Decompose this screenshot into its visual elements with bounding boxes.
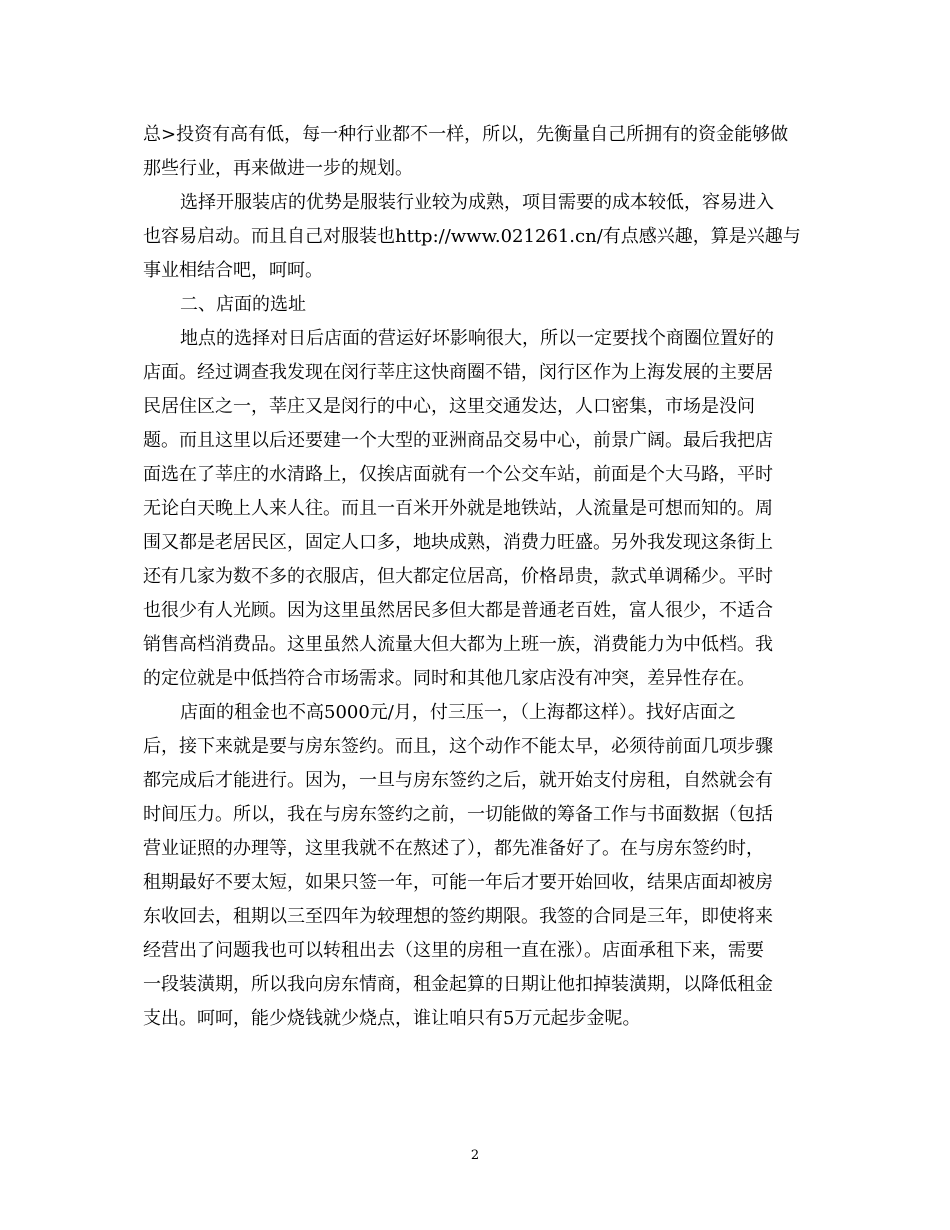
text-line: 选择开服装店的优势是服装行业较为成熟，项目需要的成本较低，容易进入 xyxy=(180,192,774,213)
text-line: 时间压力。所以，我在与房东签约之前，一切能做的筹备工作与书面数据（包括 xyxy=(143,804,773,825)
paragraph xyxy=(143,288,808,322)
paragraph xyxy=(143,186,808,288)
text-line: 事业相结合吧，呵呵。 xyxy=(143,260,323,281)
text-line: 后，接下来就是要与房东签约。而且，这个动作不能太早，必须待前面几项步骤 xyxy=(143,736,773,757)
text-line: 租期最好不要太短，如果只签一年，可能一年后才要开始回收，结果店面却被房 xyxy=(143,872,773,893)
text-line: 店面。经过调查我发现在闵行莘庄这快商圈不错，闵行区作为上海发展的主要居 xyxy=(143,362,773,383)
text-line: 店面的租金也不高5000元/月，付三压一，（上海都这样）。找好店面之 xyxy=(180,702,736,723)
text-line: 面选在了莘庄的水清路上，仅挨店面就有一个公交车站，前面是个大马路，平时 xyxy=(143,464,773,485)
paragraph xyxy=(143,322,808,696)
text-line: 支出。呵呵，能少烧钱就少烧点，谁让咱只有5万元起步金呢。 xyxy=(143,1008,641,1029)
text-line: 无论白天晚上人来人往。而且一百米开外就是地铁站，人流量是可想而知的。周 xyxy=(143,498,773,519)
text-line: 围又都是老居民区，固定人口多，地块成熟，消费力旺盛。另外我发现这条街上 xyxy=(143,532,773,553)
document-body xyxy=(143,118,808,1036)
text-line: 东收回去，租期以三至四年为较理想的签约期限。我签的合同是三年，即使将来 xyxy=(143,906,773,927)
text-line: 总>投资有高有低，每一种行业都不一样，所以，先衡量自己所拥有的资金能够做 xyxy=(143,124,789,145)
text-line: 还有几家为数不多的衣服店，但大都定位居高，价格昂贵，款式单调稀少。平时 xyxy=(143,566,773,587)
text-line: 都完成后才能进行。因为，一旦与房东签约之后，就开始支付房租，自然就会有 xyxy=(143,770,773,791)
text-line: 营业证照的办理等，这里我就不在熬述了），都先准备好了。在与房东签约时， xyxy=(143,838,764,859)
text-line: 也很少有人光顾。因为这里虽然居民多但大都是普通老百姓，富人很少，不适合 xyxy=(143,600,773,621)
text-line: 也容易启动。而且自己对服装也http://www.021261.cn/有点感兴趣，算是兴趣与 xyxy=(143,226,801,247)
text-line: 那些行业，再来做进一步的规划。 xyxy=(143,158,413,179)
text-line: 销售高档消费品。这里虽然人流量大但大都为上班一族，消费能力为中低档。我 xyxy=(143,634,773,655)
text-line: 题。而且这里以后还要建一个大型的亚洲商品交易中心，前景广阔。最后我把店 xyxy=(143,430,773,451)
paragraph xyxy=(143,118,808,186)
text-line: 一段装潢期，所以我向房东情商，租金起算的日期让他扣掉装潢期，以降低租金 xyxy=(143,974,773,995)
text-line: 民居住区之一，莘庄又是闵行的中心，这里交通发达，人口密集，市场是没问 xyxy=(143,396,755,417)
paragraph xyxy=(143,696,808,1036)
text-line: 二、店面的选址 xyxy=(180,294,306,315)
text-line: 的定位就是中低挡符合市场需求。同时和其他几家店没有冲突，差异性存在。 xyxy=(143,668,755,689)
page-number: 2 xyxy=(470,1148,480,1163)
text-line: 经营出了问题我也可以转租出去（这里的房租一直在涨）。店面承租下来，需要 xyxy=(143,940,764,961)
text-line: 地点的选择对日后店面的营运好坏影响很大，所以一定要找个商圈位置好的 xyxy=(180,328,774,349)
